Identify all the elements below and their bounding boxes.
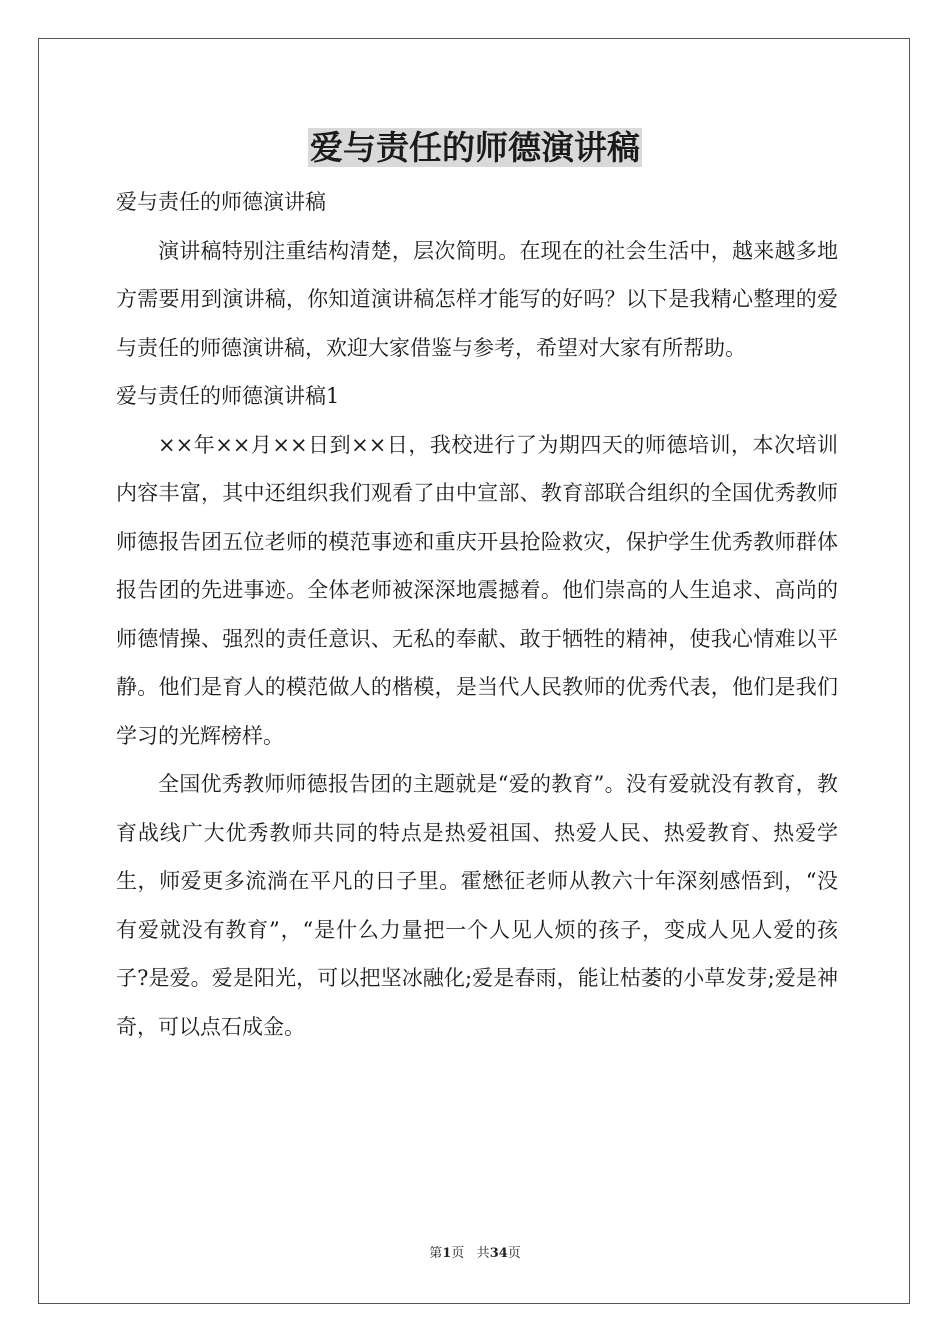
page-number: 1 [442,1246,452,1261]
page-suffix: 页 [451,1246,465,1261]
section-heading: 爱与责任的师德演讲稿1 [116,384,340,408]
page-footer [0,1244,950,1264]
document-title [0,126,950,170]
page-prefix: 第 [429,1246,443,1261]
body-paragraph-2: 全国优秀教师师德报告团的主题就是“爱的教育”。没有爱就没有教育，教育战线广大优秀教师共同的特点是热爱祖国、热爱人民、热爱教育、热爱学生，师爱更多流淌在平凡的日子里。霍懋征老师从教六十年深刻感悟到，“没有爱就没有教育”，“是什么力量把一个人见人烦的孩子，变成人见人爱的孩子?是爱。爱是阳光，可以把坚冰融化;爱是春雨，能让枯萎的小草发芽;爱是神奇，可以点石成金。 [116,772,838,1039]
page-total: 34 [489,1246,508,1261]
total-prefix: 共 [476,1246,490,1261]
document-title-text: 爱与责任的师德演讲稿 [310,128,640,167]
body-paragraph-1: ××年××月××日到××日，我校进行了为期四天的师德培训，本次培训内容丰富，其中还组织我们观看了由中宣部、教育部联合组织的全国优秀教师师德报告团五位老师的模范事迹和重庆开县抢险救灾，保护学生优秀教师群体报告团的先进事迹。全体老师被深深地震撼着。他们崇高的人生追求、高尚的师德情操、强烈的责任意识、无私的奉献、敢于牺牲的精神，使我心情难以平静。他们是育人的模范做人的楷模，是当代人民教师的优秀代表，他们是我们学习的光辉榜样。 [116,432,838,748]
document-body [116,178,838,1051]
intro-paragraph: 演讲稿特别注重结构清楚，层次简明。在现在的社会生活中，越来越多地方需要用到演讲稿，你知道演讲稿怎样才能写的好吗？以下是我精心整理的爱与责任的师德演讲稿，欢迎大家借鉴与参考，希望对大家有所帮助。 [116,238,838,360]
total-suffix: 页 [507,1246,521,1261]
document-subtitle: 爱与责任的师德演讲稿 [116,190,326,214]
